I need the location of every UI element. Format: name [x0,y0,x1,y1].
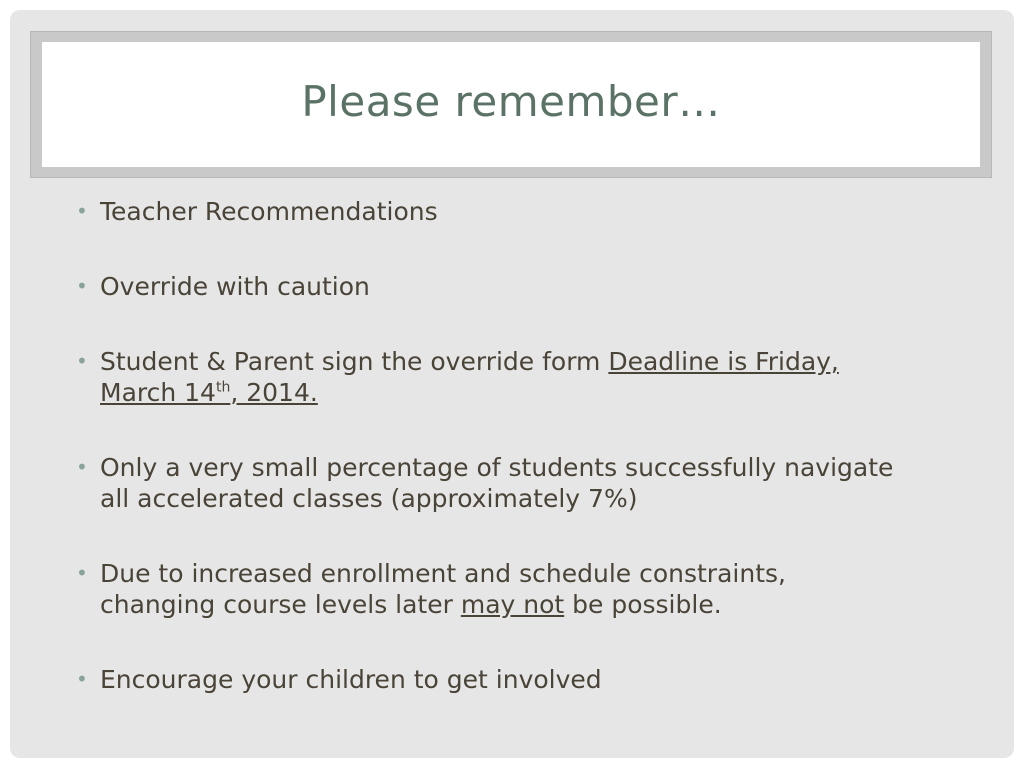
bullet-text: Student & Parent sign the override form [100,347,609,376]
deadline-year: , 2014. [230,378,318,407]
bullet-item [72,346,902,408]
bullet-item [72,196,902,227]
bullet-text: Due to increased enrollment and schedule constraints, changing course levels later [100,559,786,619]
bullet-icon: • [76,274,88,298]
slide [10,10,1014,758]
bullet-item [72,271,902,302]
date-ordinal-suffix: th [215,379,231,396]
bullet-text: Encourage your children to get involved [100,665,602,694]
bullet-item [72,558,902,620]
bullet-icon: • [76,199,88,223]
bullet-icon: • [76,561,88,585]
slide-title: Please remember… [301,77,721,126]
bullet-text: Teacher Recommendations [100,197,438,226]
title-box [42,42,980,167]
bullet-text-tail: be possible. [564,590,722,619]
emphasis-text: may not [460,590,565,619]
title-frame [30,31,992,178]
deadline-date: Deadline is Friday, March 14 [100,347,839,407]
bullet-item [72,452,902,514]
bullet-text: Override with caution [100,272,370,301]
bullet-icon: • [76,667,88,691]
bullet-icon: • [76,349,88,373]
bullet-item [72,664,902,695]
bullet-icon: • [76,455,88,479]
bullet-text: Only a very small percentage of students successfully navigate all accelerated classes (approximately 7%) [100,453,894,513]
bullet-list [72,196,902,739]
